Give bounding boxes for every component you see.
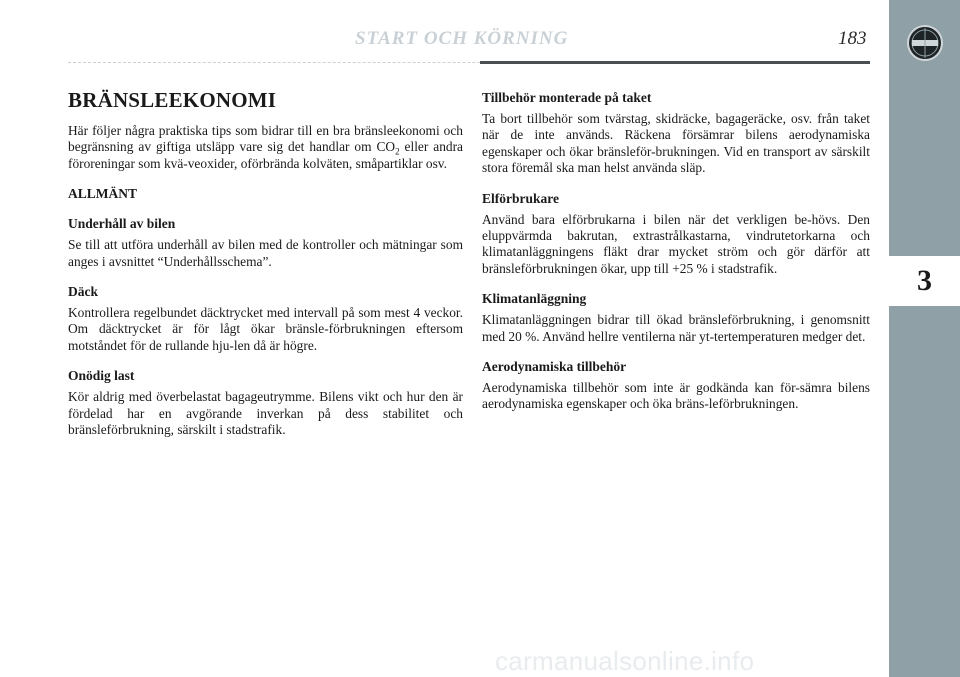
left-column [68, 88, 463, 452]
section-text: Kör aldrig med överbelastat bagageutrymme. Bilens vikt och hur den är fördelad har en avgörande inverkan på dess stabilitet och bränsleförbrukning, särskilt i stadstrafik. [68, 389, 463, 438]
section-tyres [68, 284, 463, 354]
lancia-logo-icon [906, 24, 944, 62]
header-divider-accent [480, 61, 870, 64]
section-title: Aerodynamiska tillbehör [482, 359, 627, 375]
intro-paragraph [68, 123, 463, 172]
section-title: Däck [68, 284, 98, 300]
main-heading: BRÄNSLEEKONOMI [68, 88, 277, 112]
right-column [482, 90, 870, 427]
section-text: Klimatanläggningen bidrar till ökad bränsleförbrukning, i genomsnitt med 20 %. Använd hellre ventilerna när yt-tertemperaturen medger det. [482, 312, 870, 344]
section-title: Tillbehör monterade på taket [482, 90, 652, 105]
chapter-tab[interactable] [889, 256, 960, 306]
intro-subscript: 2 [395, 147, 400, 158]
section-text: Ta bort tillbehör som tvärstag, skidräcke, bagageräcke, osv. från taket när de inte används. Räckena försämrar bilens aerodynamiska egenskaper och ökar bränsleför-brukningen. Vid en transport av särskilt stora föremål ska man helst använda släp. [482, 111, 870, 176]
section-load [68, 368, 463, 438]
section-maintenance [68, 216, 463, 270]
section-title: Onödig last [68, 368, 135, 384]
page-number: 183 [838, 28, 867, 49]
section-aero [482, 359, 870, 413]
section-electrical [482, 191, 870, 278]
section-text: Kontrollera regelbundet däcktrycket med intervall på som mest 4 veckor. Om däcktrycket är för lågt ökar bränsle-förbrukningen eftersom motståndet för de rullande hju-len då är högre. [68, 305, 463, 353]
intro-text-b: eller andra föroreningar som kvä-veoxider, oförbrända kolväten, småpartiklar osv. [68, 139, 463, 171]
section-title: Underhåll av bilen [68, 216, 176, 232]
section-climate [482, 291, 870, 345]
section-title: Elförbrukare [482, 190, 559, 206]
chapter-number: 3 [917, 264, 932, 297]
section-title: Klimatanläggning [482, 291, 587, 307]
section-text: Se till att utföra underhåll av bilen med de kontroller och mätningar som anges i avsnittet “Underhållsschema”. [68, 237, 463, 269]
chapter-sidebar [889, 0, 960, 677]
general-heading: ALLMÄNT [68, 186, 138, 202]
section-title: START OCH KÖRNING [355, 28, 569, 49]
section-text: Använd bara elförbrukarna i bilen när det verkligen be-hövs. Den eluppvärmda bakrutan, extrastrålkastarna, vindrutetorkarna och klimatanläggningens fläkt drar mycket ström och gör därför att bränsleförbrukningen ökar, upp till +25 % i stadstrafik. [482, 211, 870, 276]
watermark: carmanualsonline.info [495, 646, 755, 676]
section-text: Aerodynamiska tillbehör som inte är godkända kan för-sämra bilens aerodynamiska egenskaper och öka bräns-leförbrukningen. [482, 380, 870, 412]
section-roof-accessories [482, 90, 870, 177]
intro-text-a: Här följer några praktiska tips som bidrar till en bra bränsleekonomi och begränsning av giftiga utsläpp vare sig det handlar om CO [68, 123, 463, 155]
